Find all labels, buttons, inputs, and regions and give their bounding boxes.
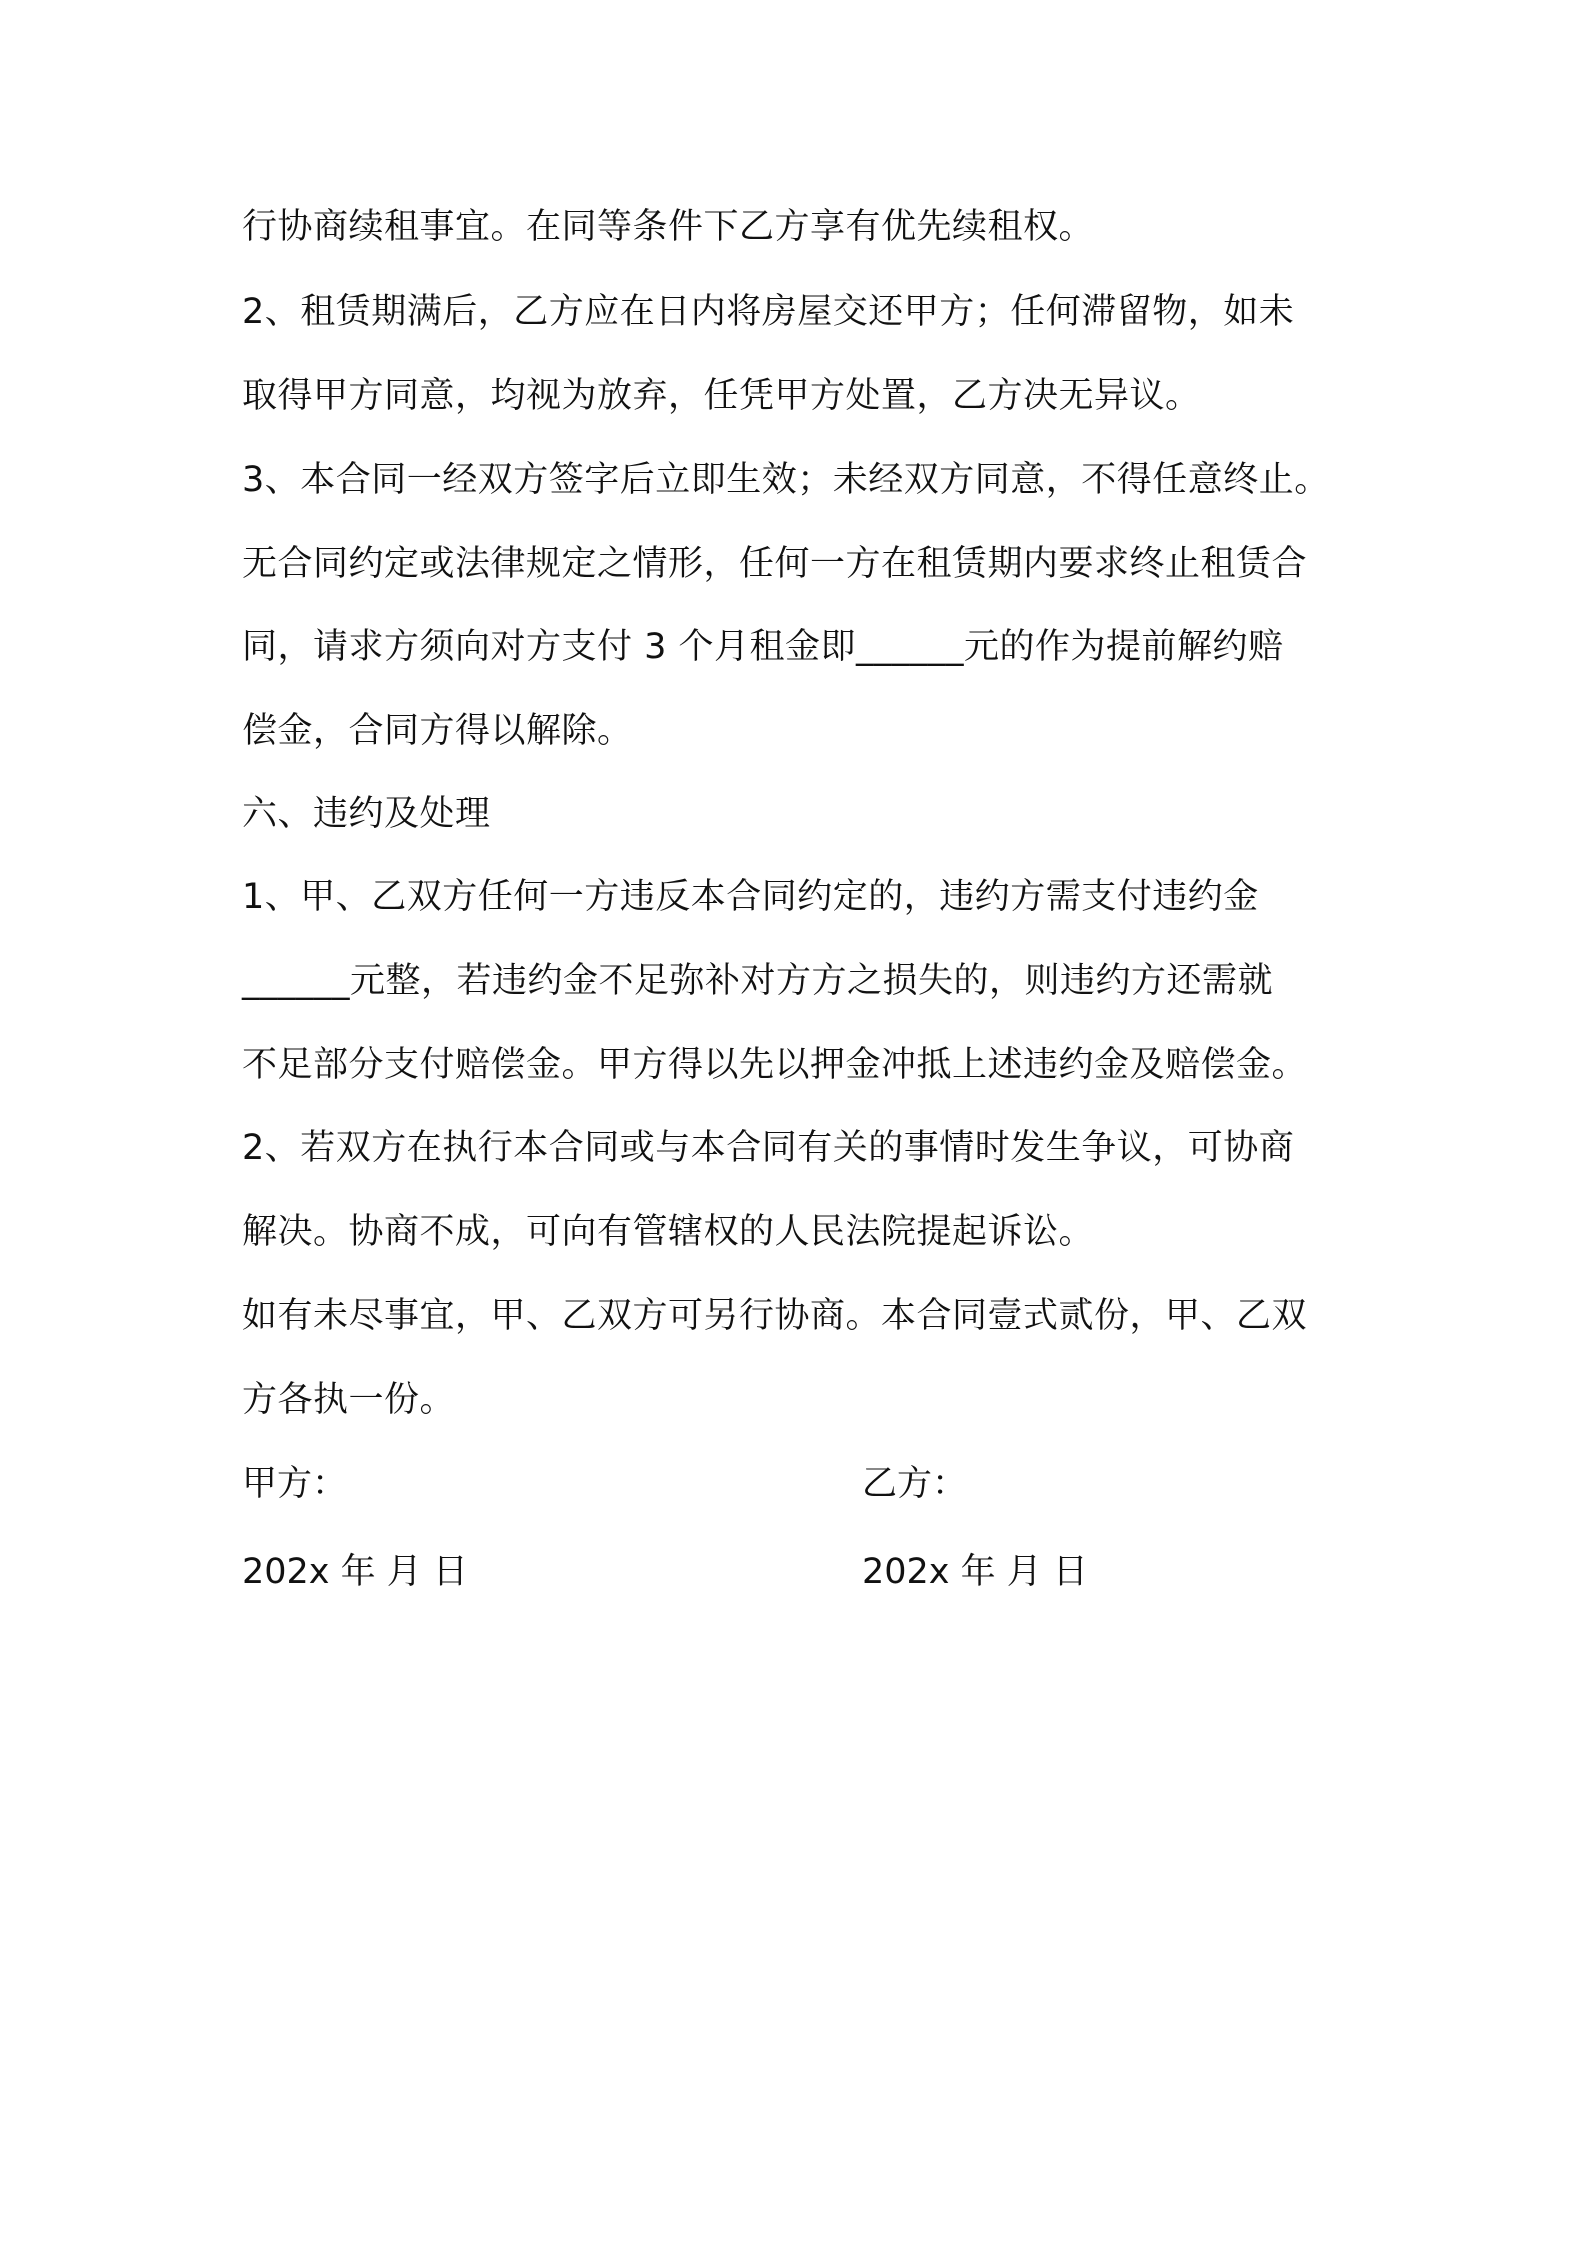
paragraph-line: 取得甲方同意，均视为放弃，任凭甲方处置，乙方决无异议。 <box>242 376 1201 416</box>
party-b-label: 乙方： <box>862 1464 968 1504</box>
party-a-date: 202x 年 月 日 <box>242 1552 468 1592</box>
paragraph-line: 解决。协商不成，可向有管辖权的人民法院提起诉讼。 <box>242 1212 1095 1252</box>
paragraph-line: 同，请求方须向对方支付 3 个月租金即______元的作为提前解约赔 <box>242 627 1284 667</box>
paragraph-line: 不足部分支付赔偿金。甲方得以先以押金冲抵上述违约金及赔偿金。 <box>242 1045 1308 1085</box>
paragraph-line: 行协商续租事宜。在同等条件下乙方享有优先续租权。 <box>242 207 1095 247</box>
paragraph-line: 2、若双方在执行本合同或与本合同有关的事情时发生争议，可协商 <box>242 1128 1295 1168</box>
paragraph-line: 如有未尽事宜，甲、乙双方可另行协商。本合同壹式贰份，甲、乙双 <box>242 1296 1308 1336</box>
party-a-label: 甲方： <box>242 1464 348 1504</box>
paragraph-line: ______元整，若违约金不足弥补对方方之损失的，则违约方还需就 <box>242 961 1274 1001</box>
paragraph-line: 2、租赁期满后，乙方应在日内将房屋交还甲方；任何滞留物，如未 <box>242 292 1295 332</box>
paragraph-line: 3、本合同一经双方签字后立即生效；未经双方同意，不得任意终止。 <box>242 460 1330 500</box>
party-b-date: 202x 年 月 日 <box>862 1552 1088 1592</box>
paragraph-line: 无合同约定或法律规定之情形，任何一方在租赁期内要求终止租赁合 <box>242 544 1308 584</box>
paragraph-line: 1、甲、乙双方任何一方违反本合同约定的，违约方需支付违约金 <box>242 877 1259 917</box>
paragraph-line: 偿金，合同方得以解除。 <box>242 711 633 751</box>
section-heading: 六、违约及处理 <box>242 794 491 834</box>
paragraph-line: 方各执一份。 <box>242 1380 456 1420</box>
